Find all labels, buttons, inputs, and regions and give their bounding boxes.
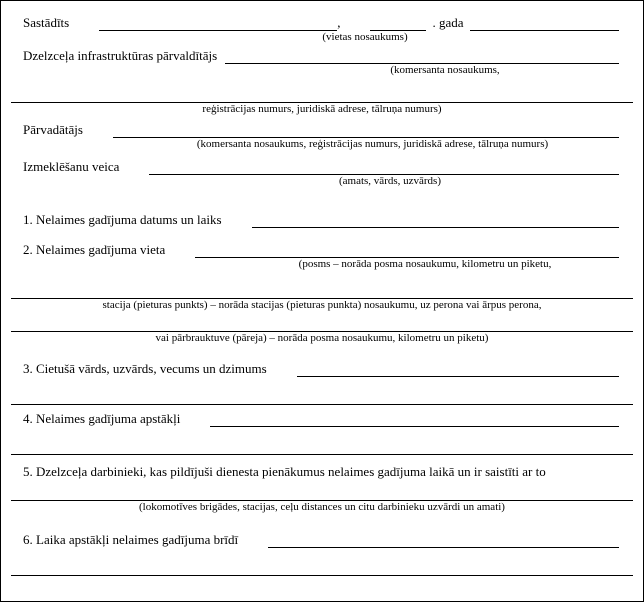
gada-label: . gada — [432, 15, 464, 30]
carrier-caption-row — [11, 138, 633, 151]
carrier-label: Pārvadātājs — [23, 122, 83, 137]
fill-line-infrastructure — [225, 49, 619, 64]
compiled-label: Sastādīts — [23, 15, 70, 30]
compiled-row — [11, 15, 633, 31]
item2-caption2: stacija (pieturas punkts) – norāda stacijas (pieturas punkta) nosaukumu, uz perona vai ārpus perona, — [102, 299, 542, 311]
item5-caption-row — [11, 501, 633, 514]
infra-caption-line2: reģistrācijas numurs, juridiskā adrese, tālruņa numurs) — [202, 103, 442, 115]
fill-line-item1 — [252, 213, 619, 228]
fill-line-date — [470, 16, 619, 31]
item2-caption2-row — [11, 299, 633, 312]
item2-caption1-row — [11, 258, 633, 271]
item2-caption3: vai pārbrauktuve (pāreja) – norāda posma nosaukumu, kilometru un piketu) — [155, 332, 489, 344]
fill-line-item4-continuation — [11, 443, 633, 455]
item2-caption3-row — [11, 332, 633, 345]
infra-caption-line1: (komersanta nosaukums, — [390, 64, 500, 76]
carrier-caption: (komersanta nosaukums, reģistrācijas numurs, juridiskā adrese, tālruņa numurs) — [196, 138, 549, 150]
infra-caption1-row — [11, 64, 633, 77]
fill-line-item6-continuation — [11, 564, 633, 576]
item4-row — [11, 411, 633, 427]
investigator-caption-row — [11, 175, 633, 188]
infra-continuation-row — [11, 91, 633, 103]
item6-label: 6. Laika apstākļi nelaimes gadījuma brīdī — [23, 532, 239, 547]
item3-continuation-row — [11, 393, 633, 405]
place-caption-row — [11, 31, 633, 44]
fill-line-item3-continuation — [11, 393, 633, 405]
comma-text: , — [337, 15, 341, 30]
item2-caption1: (posms – norāda posma nosaukumu, kilometru un piketu, — [298, 258, 552, 270]
item5-paragraph: 5. Dzelzceļa darbinieki, kas pildījuši dienesta pienākumus nelaimes gadījuma laikā un ir saistīti ar to — [23, 464, 546, 479]
item2-label: 2. Nelaimes gadījuma vieta — [23, 242, 166, 257]
investigator-label: Izmeklēšanu veica — [23, 159, 120, 174]
fill-line-year — [370, 16, 426, 31]
item6-continuation-row — [11, 564, 633, 576]
carrier-row — [11, 122, 633, 138]
item2-continuation2-row — [11, 320, 633, 332]
fill-line-item5 — [11, 489, 633, 501]
item2-continuation1-row — [11, 287, 633, 299]
fill-line-item6 — [268, 533, 619, 548]
investigator-caption: (amats, vārds, uzvārds) — [338, 175, 442, 187]
fill-line-item2-continuation1 — [11, 287, 633, 299]
item3-label: 3. Cietušā vārds, uzvārds, vecums un dzimums — [23, 361, 267, 376]
fill-line-item3 — [297, 362, 619, 377]
fill-line-item2-continuation2 — [11, 320, 633, 332]
fill-line-investigator — [149, 160, 619, 175]
item4-continuation-row — [11, 443, 633, 455]
fill-line-infra-continuation — [11, 91, 633, 103]
item1-label: 1. Nelaimes gadījuma datums un laiks — [23, 212, 222, 227]
fill-line-carrier — [113, 123, 619, 138]
item4-label: 4. Nelaimes gadījuma apstākļi — [23, 411, 181, 426]
infrastructure-label: Dzelzceļa infrastruktūras pārvaldītājs — [23, 48, 218, 63]
item5-caption: (lokomotīves brigādes, stacijas, ceļu distances un citu darbinieku uzvārdi un amati) — [139, 501, 505, 513]
investigator-row — [11, 159, 633, 175]
place-caption: (vietas nosaukums) — [322, 31, 408, 43]
fill-line-item2 — [195, 243, 619, 258]
item1-row — [11, 212, 633, 228]
infrastructure-row — [11, 48, 633, 64]
item6-row — [11, 532, 633, 548]
fill-line-place — [99, 16, 337, 31]
item2-row — [11, 242, 633, 258]
item3-row — [11, 361, 633, 377]
infra-caption2-row — [11, 103, 633, 116]
fill-line-item4 — [210, 412, 619, 427]
item5-line-row — [11, 489, 633, 501]
